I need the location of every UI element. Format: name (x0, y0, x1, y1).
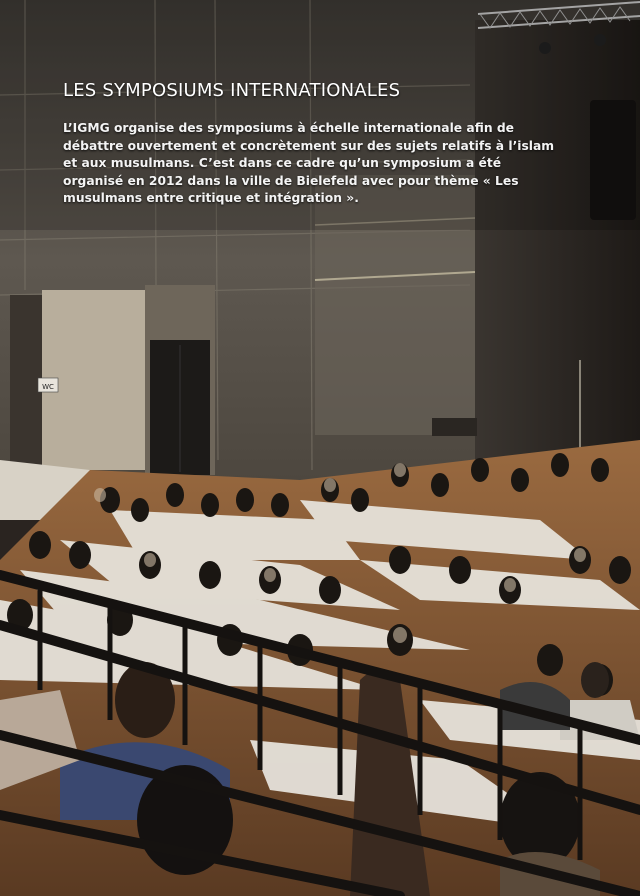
symposium-text-block (63, 80, 563, 208)
section-title: LES SYMPOSIUMS INTERNATIONALES (63, 80, 401, 101)
wc-sign: WC (42, 383, 54, 391)
section-body: L’IGMG organise des symposiums à échelle internationale afin de débattre ouvertement et concrètement sur des sujets relatifs à l’islam et aux musulmans. C’est dans ce cadre qu’un symposium a été organisé en 2012 dans la ville de Bielefeld avec pour thème « Les musulmans entre critique et intégration ». (63, 121, 555, 205)
